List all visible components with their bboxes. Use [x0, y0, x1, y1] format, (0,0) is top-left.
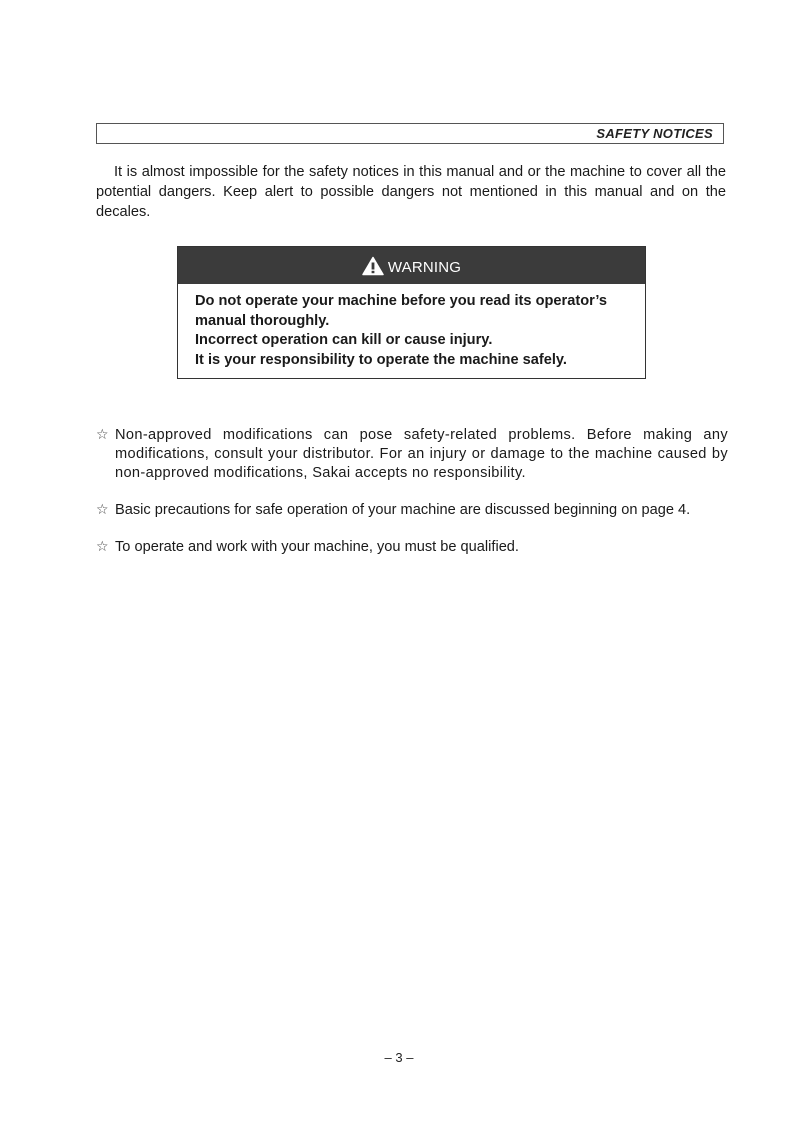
warning-line: Incorrect operation can kill or cause injury. — [195, 332, 493, 348]
star-outline-icon: ☆ — [96, 502, 109, 518]
list-item-text: Basic precautions for safe operation of your machine are discussed beginning on page 4. — [115, 502, 691, 518]
star-outline-icon: ☆ — [96, 427, 109, 443]
star-outline-icon: ☆ — [96, 539, 109, 555]
section-title: SAFETY NOTICES — [596, 126, 713, 141]
warning-box — [177, 246, 646, 379]
warning-line: It is your responsibility to operate the machine safely. — [195, 351, 567, 368]
list-item — [96, 501, 728, 520]
intro-paragraph: It is almost impossible for the safety notices in this manual and or the machine to cover all the potential dangers. Keep alert to possible dangers not mentioned in this manual and on the decales. — [96, 164, 726, 220]
list-item-text: Non-approved modifications can pose safety-related problems. Before making any modifications, consult your distributor. For an injury or damage to the machine caused by non-approved modifications, Sakai accepts no responsibility. — [115, 427, 728, 481]
warning-text — [178, 284, 645, 370]
warning-triangle-icon — [362, 256, 384, 276]
page-number: – 3 – — [384, 1050, 414, 1065]
warning-line: manual thoroughly. — [195, 312, 330, 329]
list-item — [96, 538, 728, 557]
notice-list — [96, 426, 728, 575]
warning-header — [178, 247, 645, 284]
section-header-bar — [96, 123, 724, 144]
warning-title: WARNING — [387, 258, 462, 276]
warning-line: Do not operate your machine before you read its operator’s — [195, 293, 607, 309]
list-item — [96, 426, 728, 483]
list-item-text: To operate and work with your machine, you must be qualified. — [115, 539, 519, 555]
